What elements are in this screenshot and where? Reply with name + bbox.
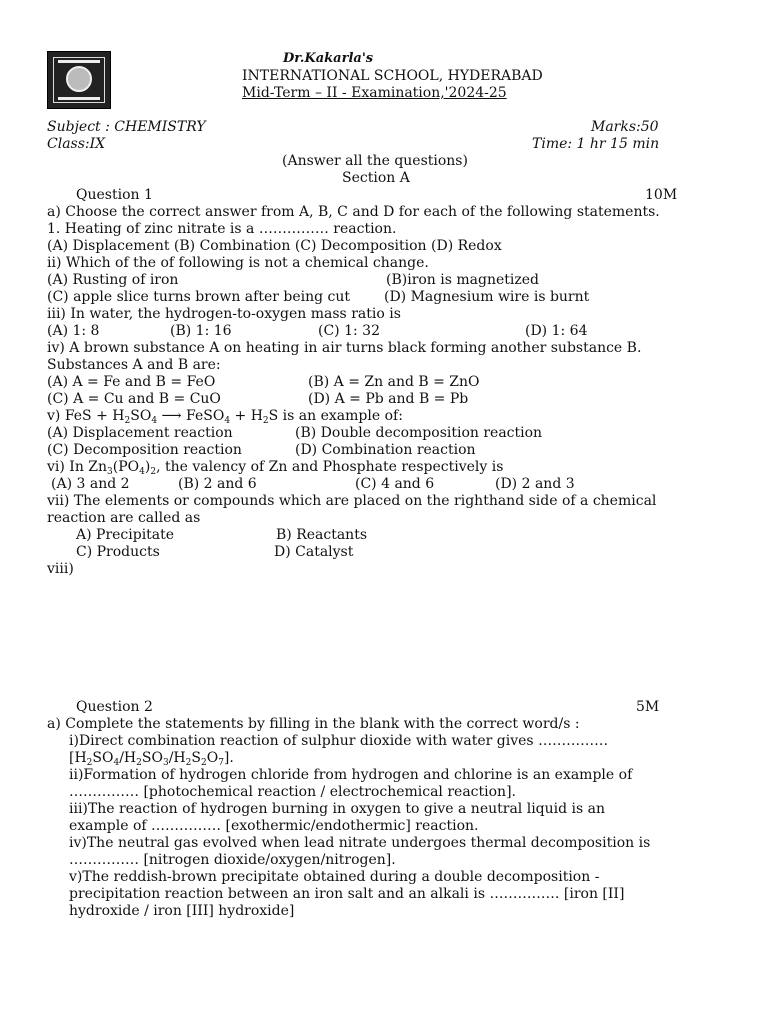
q2-v: v)The reddish-brown precipitate obtained during a double decomposition - bbox=[69, 869, 600, 885]
q1-v-a: (A) Displacement reaction bbox=[47, 425, 233, 441]
q2-i: i)Direct combination reaction of sulphur dioxide with water gives …………… bbox=[69, 733, 609, 749]
section-title: Section A bbox=[342, 170, 410, 186]
q2-v-cont: precipitation reaction between an iron salt and an alkali is …………… [iron [II] bbox=[69, 886, 625, 902]
time: Time: 1 hr 15 min bbox=[532, 136, 660, 152]
q2-v-cont2: hydroxide / iron [III] hydroxide] bbox=[69, 903, 295, 919]
instruction: (Answer all the questions) bbox=[282, 153, 468, 169]
q2-iv: iv)The neutral gas evolved when lead nitrate undergoes thermal decomposition is bbox=[69, 835, 651, 851]
q2-iii: iii)The reaction of hydrogen burning in oxygen to give a neutral liquid is an bbox=[69, 801, 606, 817]
q1-vii-d: D) Catalyst bbox=[274, 544, 354, 560]
q1-ii-b: (B)iron is magnetized bbox=[386, 272, 540, 288]
q2-ii: ii)Formation of hydrogen chloride from hydrogen and chlorine is an example of bbox=[69, 767, 633, 783]
subject: Subject : CHEMISTRY bbox=[47, 119, 206, 135]
q1-vi-a: (A) 3 and 2 bbox=[51, 476, 130, 492]
q1-v-suffix: is an example of: bbox=[278, 408, 403, 424]
q1-ii-d: (D) Magnesium wire is burnt bbox=[384, 289, 590, 305]
q1-v-c: (C) Decomposition reaction bbox=[47, 442, 242, 458]
q1-ii: ii) Which of the of following is not a chemical change. bbox=[47, 255, 429, 271]
school-top-name: Dr.Kakarla's bbox=[283, 51, 374, 66]
q1-iii-c: (C) 1: 32 bbox=[318, 323, 380, 339]
q1-instruction: a) Choose the correct answer from A, B, C and D for each of the following statements. bbox=[47, 204, 660, 220]
q1-iv-cont: Substances A and B are: bbox=[47, 357, 221, 373]
q1-iv-b: (B) A = Zn and B = ZnO bbox=[308, 374, 480, 390]
q1-i: 1. Heating of zinc nitrate is a …………… reaction. bbox=[47, 221, 397, 237]
q1-ii-c: (C) apple slice turns brown after being cut bbox=[47, 289, 351, 305]
school-name: INTERNATIONAL SCHOOL, HYDERABAD bbox=[242, 68, 543, 84]
class: Class:IX bbox=[47, 136, 106, 152]
q1-vi: vi) In $Zn_3(PO_4)_2$, the valency of Zn and Phosphate respectively is bbox=[47, 459, 504, 477]
marks: Marks:50 bbox=[591, 119, 659, 135]
q1-vii-b: B) Reactants bbox=[276, 527, 368, 543]
q1-viii: viii) bbox=[47, 561, 74, 577]
q1-i-options: (A) Displacement (B) Combination (C) Decomposition (D) Redox bbox=[47, 238, 502, 254]
q2-iii-cont: example of …………… [exothermic/endothermic] reaction. bbox=[69, 818, 479, 834]
q1-iii-a: (A) 1: 8 bbox=[47, 323, 100, 339]
q1-vii: vii) The elements or compounds which are placed on the righthand side of a chemical bbox=[47, 493, 657, 509]
q1-iii-d: (D) 1: 64 bbox=[525, 323, 588, 339]
q2-instruction: a) Complete the statements by filling in the blank with the correct word/s : bbox=[47, 716, 580, 732]
q2-marks: 5M bbox=[636, 699, 660, 715]
q1-vi-c: (C) 4 and 6 bbox=[355, 476, 435, 492]
q1-vi-d: (D) 2 and 3 bbox=[495, 476, 575, 492]
q1-iv: iv) A brown substance A on heating in air turns black forming another substance B. bbox=[47, 340, 642, 356]
q1-iv-d: (D) A = Pb and B = Pb bbox=[308, 391, 469, 407]
q2-ii-cont: …………… [photochemical reaction / electrochemical reaction]. bbox=[69, 784, 516, 800]
q2-iv-cont: …………… [nitrogen dioxide/oxygen/nitrogen]. bbox=[69, 852, 396, 868]
q1-vii-a: A) Precipitate bbox=[76, 527, 175, 543]
q1-vi-b: (B) 2 and 6 bbox=[178, 476, 257, 492]
q1-vi-suffix: , the valency of Zn and Phosphate respectively is bbox=[156, 459, 504, 475]
q1-v-b: (B) Double decomposition reaction bbox=[295, 425, 543, 441]
q1-marks: 10M bbox=[645, 187, 678, 203]
q1-iii: iii) In water, the hydrogen-to-oxygen mass ratio is bbox=[47, 306, 401, 322]
q1-iv-a: (A) A = Fe and B = FeO bbox=[47, 374, 216, 390]
q1-ii-a: (A) Rusting of iron bbox=[47, 272, 179, 288]
q1-vii-c: C) Products bbox=[76, 544, 160, 560]
school-logo bbox=[47, 51, 111, 109]
q2-i-options: $[H_2SO_4/H_2SO_3/H_2S_2O_7]$. bbox=[69, 750, 234, 768]
q1-iv-c: (C) A = Cu and B = CuO bbox=[47, 391, 221, 407]
q1-iii-b: (B) 1: 16 bbox=[170, 323, 232, 339]
q1-title: Question 1 bbox=[76, 187, 153, 203]
q1-v: v) FeS + $H_2SO_4$ ⟶ FeSO$_4$ + $H_2S$ is an example of: bbox=[47, 408, 403, 426]
q2-title: Question 2 bbox=[76, 699, 153, 715]
q1-v-d: (D) Combination reaction bbox=[295, 442, 476, 458]
exam-title: Mid-Term – II - Examination,'2024-25 bbox=[242, 85, 507, 101]
q1-vii-cont: reaction are called as bbox=[47, 510, 201, 526]
